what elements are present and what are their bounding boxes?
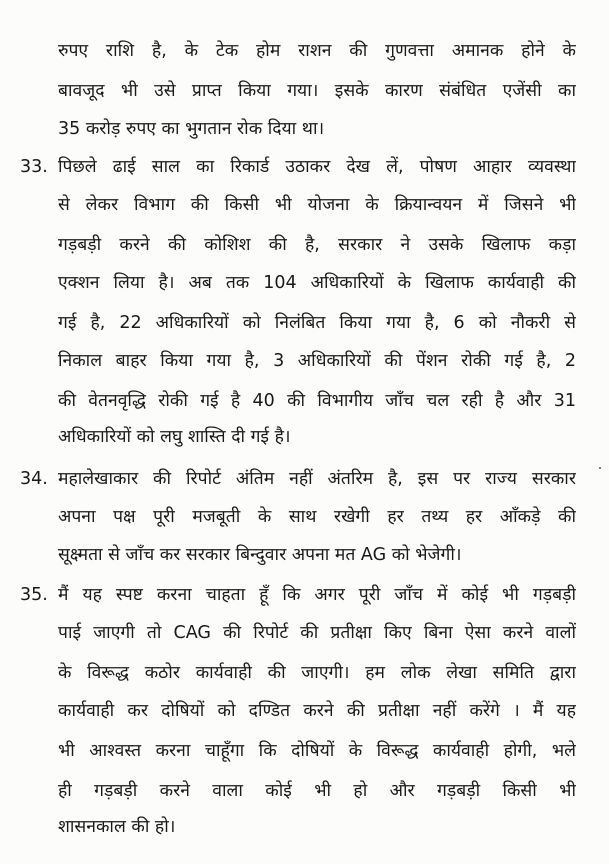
intro-line-1: रुपए राशि है, के टेक होम राशन की गुणवत्ता अमानक होने के [58,41,576,61]
intro-line-2: बावजूद भी उसे प्राप्त किया गया। इसके कारण संबंधित एजेंसी का [58,81,576,101]
item-35-number: 35. [20,585,48,605]
scan-speck [599,467,601,469]
item-33-line-8: अधिकारियों को लघु शास्ति दी गई है। [58,427,291,447]
item-34-line-2: अपना पक्ष पूरी मजबूती के साथ रखेगी हर तथ्य हर आँकड़े की [58,507,576,527]
item-33-line-4: एक्शन लिया है। अब तक 104 अधिकारियों के खिलाफ कार्यवाही की [58,273,576,293]
intro-line-3: 35 करोड़ रुपए का भुगतान रोक दिया था। [58,119,325,139]
item-35-line-5: भी आश्वस्त करना चाहूँगा कि दोषियों के विरूद्ध कार्यवाही होगी, भले [58,741,576,761]
item-35-line-1: मैं यह स्पष्ट करना चाहता हूँ कि अगर पूरी जाँच में कोई भी गड़बड़ी [58,585,576,605]
item-33-line-5: गई है, 22 अधिकारियों को निलंबित किया गया है, 6 को नौकरी से [58,313,576,333]
item-33-line-1: पिछले ढाई साल का रिकार्ड उठाकर देख लें, पोषण आहार व्यवस्था [58,157,576,177]
item-35-line-3: के विरूद्ध कठोर कार्यवाही की जाएगी। हम लोक लेखा समिति द्वारा [58,663,576,683]
item-35-line-4: कार्यवाही कर दोषियों को दण्डित करने की प्रतीक्षा नहीं करेंगे । मैं यह [58,701,576,721]
item-35-line-7: शासनकाल की हो। [58,817,176,837]
item-35-line-2: पाई जाएगी तो CAG की रिपोर्ट की प्रतीक्षा किए बिना ऐसा करने वालों [58,623,576,643]
item-33-number: 33. [20,157,48,177]
item-34-line-1: महालेखाकार की रिपोर्ट अंतिम नहीं अंतरिम है, इस पर राज्य सरकार [58,469,576,489]
item-33-line-6: निकाल बाहर किया गया है, 3 अधिकारियों की पेंशन रोकी गई है, 2 [58,351,576,371]
item-33-line-7: की वेतनवृद्धि रोकी गई है 40 की विभागीय जाँच चल रही है और 31 [58,391,576,411]
item-33-line-3: गड़बड़ी करने की कोशिश की है, सरकार ने उसके खिलाफ कड़ा [58,235,576,255]
item-34-number: 34. [20,469,48,489]
item-34-line-3: सूक्ष्मता से जाँच कर सरकार बिन्दुवार अपना मत AG को भेजेगी। [58,545,462,565]
item-35-line-6: ही गड़बड़ी करने वाला कोई भी हो और गड़बड़ी किसी भी [58,781,576,801]
item-33-line-2: से लेकर विभाग की किसी भी योजना के क्रियान्वयन में जिसने भी [58,195,576,215]
